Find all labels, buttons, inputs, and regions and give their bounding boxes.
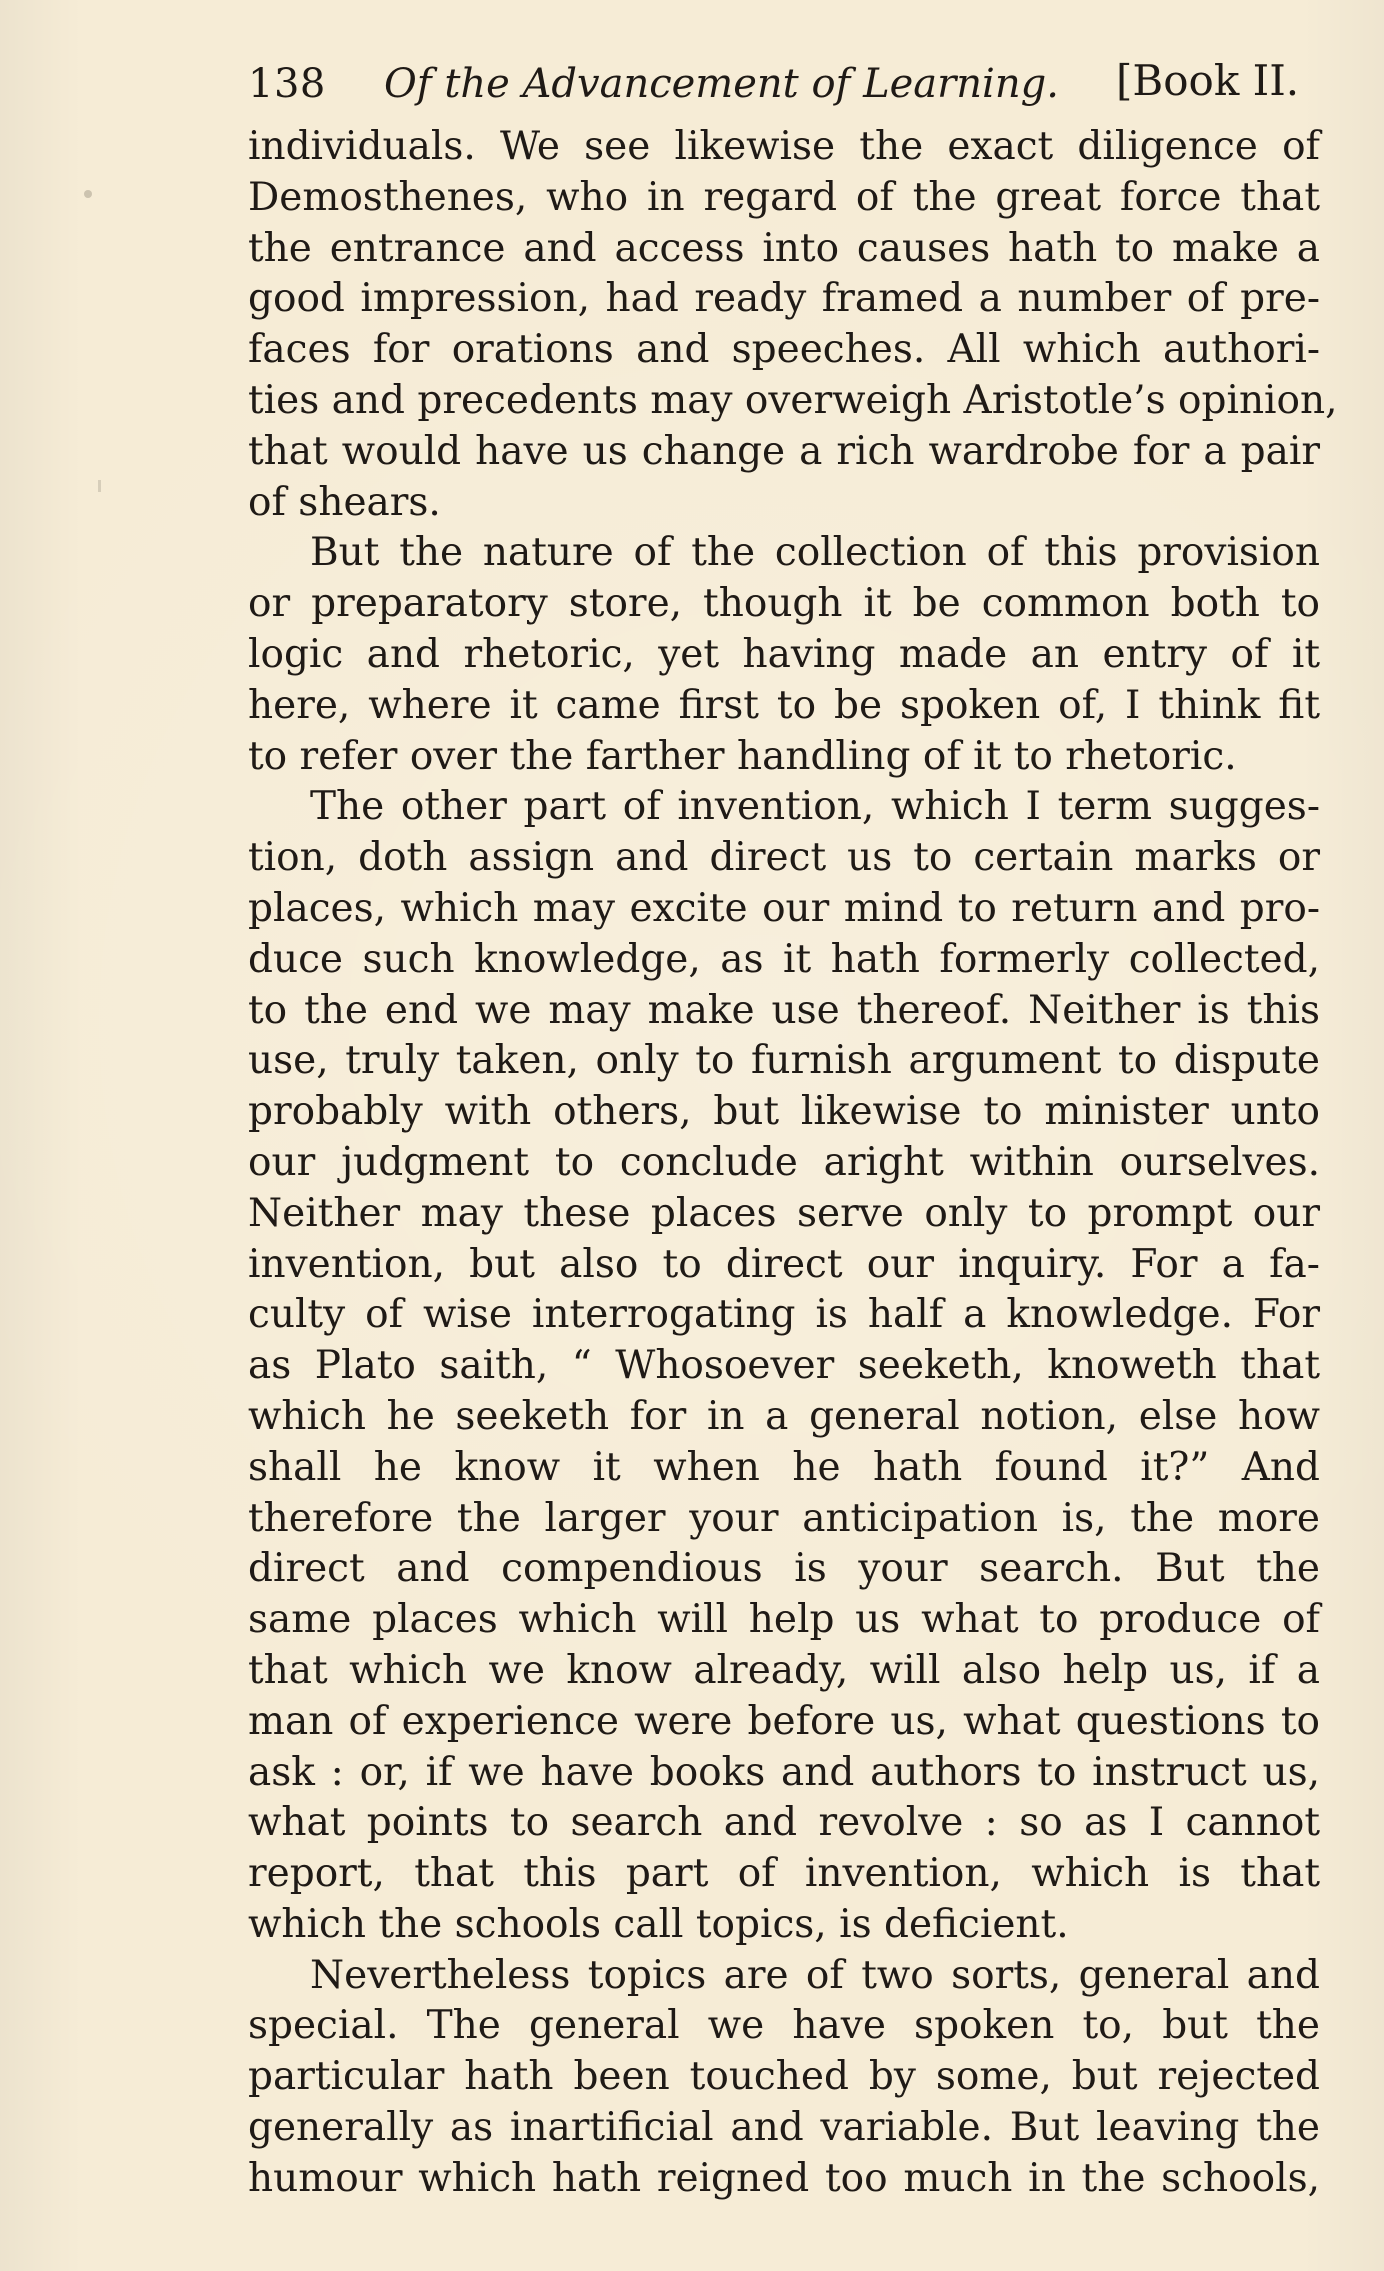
text-line-paragraph-start: The other part of invention, which I term sugges- [310, 784, 1320, 830]
text-line: as Plato saith, “ Whosoever seeketh, knoweth that [248, 1343, 1320, 1389]
text-line: tion, doth assign and direct us to certain marks or [248, 835, 1320, 881]
text-line: Neither may these places serve only to prompt our [248, 1190, 1320, 1236]
text-line: report, that this part of invention, which is that [248, 1851, 1320, 1897]
text-line: to refer over the farther handling of it to rhetoric. [248, 733, 1237, 779]
text-line: probably with others, but likewise to minister unto [248, 1089, 1320, 1135]
text-line: Demosthenes, who in regard of the great force that [248, 174, 1320, 220]
text-line: what points to search and revolve : so as I cannot [248, 1800, 1320, 1846]
text-line: invention, but also to direct our inquiry. For a fa- [248, 1241, 1320, 1287]
text-line: use, truly taken, only to furnish argument to dispute [248, 1038, 1320, 1084]
text-line: good impression, had ready framed a number of pre- [248, 276, 1320, 322]
text-line: ask : or, if we have books and authors to instruct us, [248, 1749, 1320, 1795]
text-line: therefore the larger your anticipation is, the more [248, 1495, 1320, 1541]
text-line: which he seeketh for in a general notion, else how [248, 1393, 1320, 1439]
text-line: duce such knowledge, as it hath formerly collected, [248, 936, 1320, 982]
text-line: special. The general we have spoken to, but the [248, 2003, 1320, 2049]
text-line: humour which hath reigned too much in the schools, [248, 2155, 1320, 2201]
text-line: our judgment to conclude aright within ourselves. [248, 1139, 1320, 1185]
text-line: shall he know it when he hath found it?” And [248, 1444, 1320, 1490]
text-line: ties and precedents may overweigh Aristotle’s opinion, [248, 377, 1338, 423]
margin-mark [98, 480, 101, 492]
text-line: here, where it came first to be spoken of, I think fit [248, 682, 1320, 728]
text-line: the entrance and access into causes hath to make a [248, 225, 1320, 271]
text-line-paragraph-start: Nevertheless topics are of two sorts, general and [310, 1952, 1320, 1998]
text-line: which the schools call topics, is deficient. [248, 1901, 1069, 1947]
text-line: direct and compendious is your search. But the [248, 1546, 1320, 1592]
text-line: or preparatory store, though it be common both to [248, 581, 1320, 627]
text-line: culty of wise interrogating is half a knowledge. For [248, 1292, 1320, 1338]
body-text [248, 122, 1338, 2205]
text-line: to the end we may make use thereof. Neither is this [248, 987, 1320, 1033]
margin-mark [84, 190, 92, 198]
text-line: faces for orations and speeches. All which authori- [248, 327, 1320, 373]
page-number: 138 [248, 61, 326, 107]
text-line: same places which will help us what to produce of [248, 1597, 1320, 1643]
text-line-paragraph-start: But the nature of the collection of this provision [310, 530, 1320, 576]
text-line: that would have us change a rich wardrobe for a pair [248, 428, 1320, 474]
text-line: places, which may excite our mind to return and pro- [248, 885, 1320, 931]
text-line: of shears. [248, 479, 441, 525]
text-line: logic and rhetoric, yet having made an entry of it [248, 631, 1320, 677]
book-label: [Book II. [1116, 56, 1300, 105]
text-line: generally as inartificial and variable. But leaving the [248, 2105, 1320, 2151]
page-header [248, 50, 1316, 120]
text-line: man of experience were before us, what questions to [248, 1698, 1320, 1744]
text-line: particular hath been touched by some, but rejected [248, 2054, 1320, 2100]
running-title: Of the Advancement of Learning. [384, 61, 1059, 107]
text-line: that which we know already, will also help us, if a [248, 1647, 1320, 1693]
text-line: individuals. We see likewise the exact diligence of [248, 124, 1320, 169]
